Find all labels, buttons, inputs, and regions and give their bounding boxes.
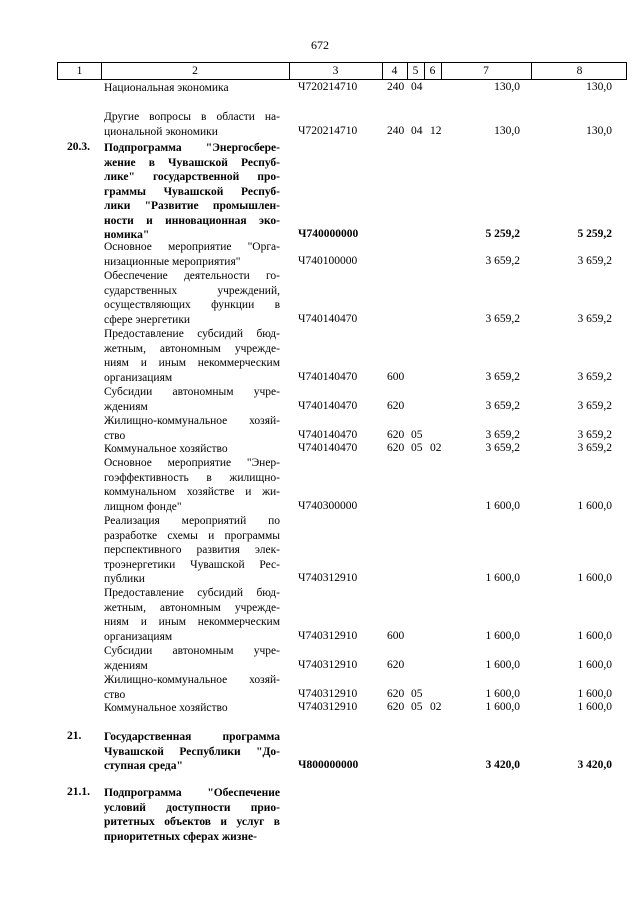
row-name-line: осуществляющих функции в: [104, 299, 280, 311]
amount-col8: 3 420,0: [577, 759, 612, 771]
row-name-line: ниям и иным некоммерческим: [104, 616, 280, 628]
row-name-line: Чувашской Республики "До-: [104, 745, 280, 758]
row-name-line: жетным, автономным учрежде-: [104, 601, 280, 614]
header-col-2: 2: [192, 65, 198, 77]
section-number: 21.1.: [67, 786, 90, 798]
amount-col8: 130,0: [586, 124, 612, 137]
amount-col8: 1 600,0: [577, 499, 612, 512]
row-name: [104, 786, 280, 844]
section-code: 04: [411, 81, 423, 93]
row-name-line: лике" государственной про-: [104, 171, 280, 183]
expense-type: 620: [387, 658, 405, 671]
row-name: [104, 586, 280, 644]
row-name-line: Другие вопросы в области на-: [104, 111, 280, 123]
target-code: Ч740312910: [298, 629, 358, 642]
header-col-5: 5: [412, 65, 419, 77]
row-name: [104, 141, 280, 243]
row-name: [104, 644, 280, 673]
row-name-line: Коммунальное хозяйство: [104, 702, 228, 714]
expense-type: 620: [387, 701, 405, 713]
amount-col8: 130,0: [586, 81, 612, 93]
section-code: 05: [411, 701, 423, 713]
amount-col8: 1 600,0: [577, 658, 612, 671]
amount-col7: 130,0: [494, 81, 520, 93]
table-header: [57, 62, 627, 80]
section-number: 21.: [67, 730, 82, 742]
row-name-line: Обеспечение деятельности го-: [104, 270, 280, 282]
row-name: [104, 110, 280, 139]
row-name-line: Предоставление субсидий бюд-: [104, 587, 280, 599]
target-code: Ч800000000: [298, 759, 359, 771]
row-name-line: сфере энергетики: [104, 313, 191, 326]
row-name-line: ступная среда": [104, 760, 183, 772]
row-name-line: Субсидии автономным учре-: [104, 645, 280, 657]
row-name-line: перспективного развития элек-: [104, 544, 280, 556]
target-code: Ч740140470: [298, 370, 358, 383]
amount-col7: 130,0: [494, 124, 520, 137]
target-code: Ч720214710: [298, 81, 358, 93]
expense-type: 600: [387, 370, 405, 383]
row-name-line: Основное мероприятие "Энер-: [104, 457, 280, 469]
target-code: Ч740312910: [298, 701, 358, 713]
row-name-line: приоритетных сферах жизне-: [104, 830, 257, 843]
row-name: [104, 327, 280, 385]
row-name-line: номика": [104, 229, 150, 241]
row-name-line: сударственных учреждений,: [104, 284, 280, 297]
row-name-line: гоэффективность в жилищно-: [104, 471, 280, 484]
row-name-line: разработке схемы и программы: [104, 529, 280, 542]
row-name-line: Жилищно-коммунальное хозяй-: [104, 415, 280, 427]
row-name: [104, 673, 280, 702]
target-code: Ч720214710: [298, 124, 358, 137]
row-name-line: Жилищно-коммунальное хозяй-: [104, 674, 280, 686]
subsection-code: 02: [430, 701, 442, 713]
amount-col7: 3 659,2: [485, 370, 520, 383]
header-col-7: 7: [483, 65, 489, 77]
header-col-3: 3: [332, 65, 339, 77]
row-name-line: ритетных объектов и услуг в: [104, 816, 280, 828]
row-name-line: публики: [104, 573, 145, 585]
amount-col7: 1 600,0: [485, 499, 520, 512]
row-name-line: Субсидии автономным учре-: [104, 386, 280, 398]
row-name: [104, 730, 280, 774]
subsection-code: 12: [430, 124, 442, 137]
row-name: [104, 269, 280, 327]
row-name: [104, 442, 280, 457]
row-name-line: Основное мероприятие "Орга-: [104, 241, 280, 253]
amount-col7: 3 659,2: [485, 428, 520, 441]
section-code: 05: [411, 428, 423, 441]
row-name-line: Коммунальное хозяйство: [104, 443, 228, 455]
amount-col7: 1 600,0: [485, 572, 520, 584]
amount-col8: 1 600,0: [577, 572, 612, 584]
row-name-line: условий доступности прио-: [104, 801, 280, 814]
header-col-8: 8: [576, 65, 583, 77]
section-code: 04: [411, 124, 423, 137]
header-col-4: 4: [391, 65, 398, 77]
amount-col7: 3 659,2: [485, 254, 520, 267]
row-name: [104, 514, 280, 587]
row-name-line: ство: [104, 429, 126, 442]
amount-col7: 3 420,0: [485, 759, 520, 771]
amount-col7: 3 659,2: [485, 442, 520, 454]
row-name-line: Государственная программа: [104, 731, 280, 743]
amount-col7: 1 600,0: [485, 658, 520, 671]
row-name-line: организациям: [104, 371, 173, 384]
row-name-line: ждениям: [104, 400, 148, 413]
expense-type: 620: [387, 428, 405, 441]
row-name-line: жетным, автономным учрежде-: [104, 342, 280, 355]
header-col-1: 1: [76, 65, 83, 77]
amount-col7: 3 659,2: [485, 399, 520, 412]
subsection-code: 02: [430, 442, 442, 454]
row-name-line: Реализация мероприятий по: [104, 515, 280, 527]
section-code: 05: [411, 687, 423, 700]
target-code: Ч740140470: [298, 442, 358, 454]
amount-col8: 5 259,2: [577, 228, 612, 240]
row-name-line: Подпрограмма "Энергосбере-: [104, 142, 280, 154]
expense-type: 620: [387, 687, 405, 700]
target-code: Ч740140470: [298, 399, 358, 412]
row-name-line: троэнергетики Чувашской Рес-: [104, 558, 280, 571]
row-name-line: ждениям: [104, 659, 148, 672]
amount-col8: 3 659,2: [577, 442, 612, 454]
row-name-line: лики "Развитие промышлен-: [104, 200, 280, 212]
row-name: [104, 240, 280, 269]
target-code: Ч740000000: [298, 228, 359, 240]
amount-col8: 1 600,0: [577, 687, 612, 700]
row-name: [104, 414, 280, 443]
amount-col7: 5 259,2: [485, 228, 520, 240]
target-code: Ч740140470: [298, 312, 358, 325]
row-name-line: ности и инновационная эко-: [104, 214, 280, 227]
expense-type: 620: [387, 399, 405, 412]
amount-col8: 1 600,0: [577, 629, 612, 642]
expense-type: 620: [387, 442, 405, 454]
amount-col8: 1 600,0: [577, 701, 612, 713]
row-name-line: Предоставление субсидий бюд-: [104, 328, 280, 340]
target-code: Ч740140470: [298, 428, 358, 441]
row-name-line: Подпрограмма "Обеспечение: [104, 787, 280, 799]
row-name-line: коммунальном хозяйстве и жи-: [104, 486, 280, 498]
row-name-line: Национальная экономика: [104, 82, 229, 94]
target-code: Ч740300000: [298, 499, 358, 512]
amount-col7: 1 600,0: [485, 687, 520, 700]
target-code: Ч740312910: [298, 687, 358, 700]
amount-col8: 3 659,2: [577, 254, 612, 267]
row-name-line: организациям: [104, 630, 173, 643]
row-name: [104, 81, 280, 96]
row-name-line: низационные мероприятия": [104, 255, 241, 268]
row-name: [104, 456, 280, 514]
row-name-line: лищном фонде": [104, 500, 182, 513]
amount-col7: 1 600,0: [485, 629, 520, 642]
row-name-line: жение в Чувашской Респуб-: [104, 156, 280, 169]
amount-col7: 1 600,0: [485, 701, 520, 713]
header-col-6: 6: [429, 65, 436, 77]
section-number: 20.3.: [67, 141, 90, 153]
row-name-line: граммы Чувашской Респуб-: [104, 185, 280, 198]
amount-col8: 3 659,2: [577, 428, 612, 441]
row-name: [104, 385, 280, 414]
row-name-line: ство: [104, 688, 126, 701]
page-number: 672: [311, 38, 329, 52]
target-code: Ч740312910: [298, 658, 358, 671]
expense-type: 240: [387, 81, 405, 93]
row-name-line: циональной экономики: [104, 125, 218, 138]
row-name: [104, 701, 280, 716]
amount-col8: 3 659,2: [577, 312, 612, 325]
amount-col8: 3 659,2: [577, 399, 612, 412]
expense-type: 600: [387, 629, 405, 642]
target-code: Ч740100000: [298, 254, 358, 267]
amount-col8: 3 659,2: [577, 370, 612, 383]
target-code: Ч740312910: [298, 572, 358, 584]
section-code: 05: [411, 442, 423, 454]
expense-type: 240: [387, 124, 405, 137]
amount-col7: 3 659,2: [485, 312, 520, 325]
row-name-line: ниям и иным некоммерческим: [104, 357, 280, 369]
